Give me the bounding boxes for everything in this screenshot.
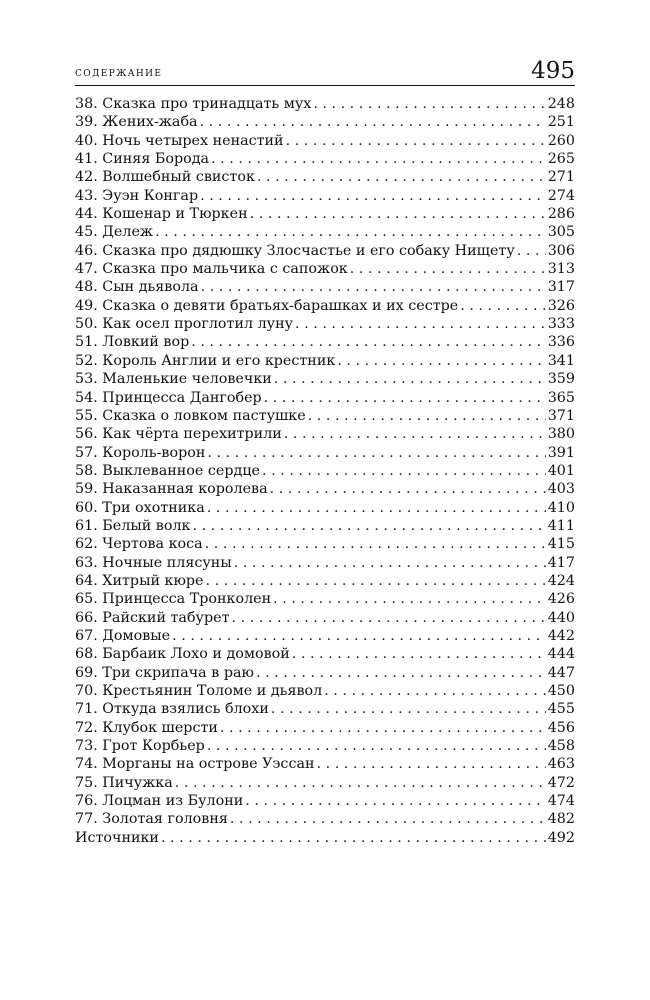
dot-leader — [211, 150, 546, 168]
toc-entry-title — [75, 113, 198, 131]
dot-leader — [175, 774, 546, 792]
dot-leader — [350, 260, 546, 278]
toc-entry — [75, 315, 575, 333]
toc-entry — [75, 499, 575, 517]
toc-entry-page: 403 — [547, 481, 575, 498]
toc-entry-page: 380 — [547, 426, 575, 443]
toc-entry — [75, 645, 575, 663]
toc-entry — [75, 755, 575, 773]
toc-entry-name: Крестьянин Толоме и дьявол — [102, 683, 323, 699]
dot-leader — [313, 95, 545, 113]
dot-leader — [200, 113, 546, 131]
toc-entry-name: Сказка про дядюшку Злосчастье и его собаку Нищету — [102, 242, 515, 259]
toc-entry-page: 265 — [547, 151, 575, 168]
toc-entry-title — [75, 554, 232, 572]
header-divider — [75, 85, 575, 86]
toc-entry-title — [75, 590, 271, 608]
toc-entry-number: 41. — [75, 151, 98, 168]
toc-entry-name: Источники — [75, 829, 159, 846]
dot-leader — [292, 645, 546, 663]
toc-entry-page: 472 — [547, 774, 575, 791]
toc-entry-page: 442 — [547, 627, 575, 644]
dot-leader — [274, 370, 546, 388]
toc-entry-name: Домовые — [102, 627, 171, 644]
toc-entry-number: 52. — [75, 352, 98, 369]
toc-entry-number: 46. — [75, 242, 98, 259]
toc-entry — [75, 792, 575, 810]
toc-entry-title — [75, 719, 218, 737]
toc-entry-page: 440 — [547, 609, 575, 626]
toc-entry-title — [75, 645, 290, 663]
toc-entry-title — [75, 535, 203, 553]
toc-entry-name: Маленькие человечки — [102, 371, 272, 388]
dot-leader — [337, 352, 545, 370]
toc-entry-name: Дележ — [102, 224, 154, 241]
dot-leader — [200, 187, 546, 205]
toc-entry-number: 53. — [75, 371, 98, 388]
toc-entry-title — [75, 737, 205, 755]
toc-entry-title — [75, 774, 173, 792]
toc-entry-page: 359 — [547, 371, 575, 388]
toc-entry-title — [75, 480, 268, 498]
toc-entry — [75, 517, 575, 535]
toc-entry-number: 66. — [75, 609, 98, 626]
dot-leader — [205, 535, 546, 553]
toc-entry-page: 447 — [547, 664, 575, 681]
toc-entry-number: 38. — [75, 96, 98, 112]
toc-entry-title — [75, 462, 260, 480]
toc-entry-number: 64. — [75, 572, 98, 589]
toc-entry-page: 450 — [547, 683, 575, 699]
toc-entry — [75, 774, 575, 792]
toc-entry-title — [75, 572, 204, 590]
toc-entry-title — [75, 682, 322, 700]
toc-entry — [75, 205, 575, 223]
toc-entry-number: 50. — [75, 316, 98, 333]
toc-entry-page: 417 — [547, 554, 575, 571]
toc-entry-name: Кошенар и Тюркен — [102, 206, 248, 223]
toc-entry-page: 463 — [547, 756, 575, 773]
toc-entry-number: 61. — [75, 517, 98, 534]
toc-entry — [75, 168, 575, 186]
toc-entry-number: 40. — [75, 132, 98, 149]
toc-entry-name: Барбаик Лохо и домовой — [102, 646, 290, 663]
toc-entry-title — [75, 407, 306, 425]
toc-entry — [75, 389, 575, 407]
toc-entry-title — [75, 700, 269, 718]
toc-entry-name: Выклеванное сердце — [102, 462, 260, 479]
dot-leader — [460, 297, 545, 315]
toc-entry-name: Ловкий вор — [102, 334, 190, 351]
toc-entry-name: Наказанная королева — [102, 481, 268, 498]
dot-leader — [308, 407, 546, 425]
dot-leader — [234, 554, 546, 572]
section-title: содержание — [75, 65, 163, 80]
toc-entry-page: 248 — [547, 96, 575, 112]
toc-entry — [75, 425, 575, 443]
toc-entry — [75, 150, 575, 168]
dot-leader — [207, 737, 546, 755]
toc-entry-page: 326 — [547, 297, 575, 314]
toc-entry-title — [75, 315, 293, 333]
toc-entry-number: 49. — [75, 297, 98, 314]
dot-leader — [517, 242, 546, 260]
toc-entry-page: 306 — [547, 242, 575, 259]
toc-entry-name: Чертова коса — [102, 536, 203, 553]
toc-entry — [75, 719, 575, 737]
dot-leader — [232, 609, 546, 627]
toc-entry-page: 336 — [547, 334, 575, 351]
toc-entry-number: 75. — [75, 774, 98, 791]
toc-entry-name: Грот Корбьер — [102, 738, 205, 755]
toc-entry-title — [75, 168, 255, 186]
toc-entry-title — [75, 389, 262, 407]
toc-entry-title — [75, 627, 170, 645]
toc-entry — [75, 664, 575, 682]
toc-entry-number: 58. — [75, 462, 98, 479]
toc-entry-name: Король Англии и его крестник — [102, 352, 336, 369]
toc-entry-number: 60. — [75, 499, 98, 516]
toc-entry-title — [75, 205, 248, 223]
toc-entry-name: Райский табурет — [102, 609, 230, 626]
toc-entry — [75, 480, 575, 498]
toc-entry-page: 313 — [547, 261, 575, 278]
toc-entry-title — [75, 150, 209, 168]
toc-entry-page: 286 — [547, 206, 575, 223]
toc-entry-number: 55. — [75, 407, 98, 424]
toc-entry-page: 401 — [547, 462, 575, 479]
toc-entry-page: 341 — [547, 352, 575, 369]
toc-entry-page: 391 — [547, 444, 575, 461]
dot-leader — [245, 792, 545, 810]
toc-entry-page: 458 — [547, 738, 575, 755]
toc-entry — [75, 554, 575, 572]
dot-leader — [206, 572, 546, 590]
toc-entry-name: Сказка про мальчика с сапожок — [102, 261, 348, 278]
toc-entry — [75, 297, 575, 315]
toc-entry-title — [75, 223, 153, 241]
toc-entry-number: 39. — [75, 114, 98, 131]
toc-entry — [75, 737, 575, 755]
toc-entry — [75, 187, 575, 205]
toc-entry-page: 274 — [547, 187, 575, 204]
toc-entry — [75, 590, 575, 608]
toc-entry-title — [75, 425, 282, 443]
toc-entry-number: 45. — [75, 224, 98, 241]
dot-leader — [155, 223, 546, 241]
toc-entry-name: Волшебный свисток — [102, 169, 255, 186]
toc-entry-page: 474 — [547, 793, 575, 810]
dot-leader — [201, 278, 546, 296]
toc-entry-name: Хитрый кюре — [102, 572, 204, 589]
toc-entry-name: Сказка про тринадцать мух — [102, 96, 312, 112]
toc-entry-name: Клубок шерсти — [102, 719, 218, 736]
toc-entry — [75, 242, 575, 260]
toc-entry-number: 65. — [75, 591, 98, 608]
toc-entry — [75, 810, 575, 828]
toc-entry-name: Сын дьявола — [102, 279, 199, 296]
toc-entry-page: 482 — [547, 811, 575, 828]
dot-leader — [207, 444, 545, 462]
toc-entry-title — [75, 370, 272, 388]
toc-entry-title — [75, 829, 159, 847]
toc-entry — [75, 462, 575, 480]
toc-entry-title — [75, 242, 515, 260]
dot-leader — [191, 333, 545, 351]
toc-entry-number: 69. — [75, 664, 98, 681]
toc-entry-name: Как осел проглотил луну — [102, 316, 294, 333]
dot-leader — [257, 168, 546, 186]
toc-entry-number: 44. — [75, 206, 98, 223]
toc-entry-number: 77. — [75, 811, 98, 828]
dot-leader — [230, 810, 546, 828]
toc-entry-name: Откуда взялись блохи — [102, 701, 269, 718]
toc-entry-title — [75, 444, 205, 462]
toc-entry-number: 71. — [75, 701, 98, 718]
toc-entry-number: 43. — [75, 187, 98, 204]
toc-entry-page: 426 — [547, 591, 575, 608]
dot-leader — [286, 132, 546, 150]
toc-entry-number: 73. — [75, 738, 98, 755]
toc-entry-page: 456 — [547, 719, 575, 736]
toc-entry-page: 444 — [547, 646, 575, 663]
dot-leader — [295, 315, 546, 333]
toc-entry-name: Эуэн Конгар — [102, 187, 199, 204]
toc-entry-title — [75, 278, 199, 296]
toc-entry-page: 317 — [547, 279, 575, 296]
toc-entry — [75, 370, 575, 388]
dot-leader — [161, 829, 546, 847]
toc-entry — [75, 352, 575, 370]
running-header — [75, 56, 575, 86]
toc-entry-title — [75, 609, 230, 627]
toc-entry-name: Золотая головня — [102, 811, 228, 828]
toc-entry-page: 424 — [547, 572, 575, 589]
toc-entry-number: 57. — [75, 444, 98, 461]
toc-entry — [75, 609, 575, 627]
toc-entry-page: 333 — [547, 316, 575, 333]
dot-leader — [207, 499, 546, 517]
toc-entry-number: 76. — [75, 793, 98, 810]
toc-entry-name: Король-ворон — [102, 444, 206, 461]
toc-entry-name: Как чёрта перехитрили — [102, 426, 282, 443]
toc-entry-title — [75, 260, 348, 278]
toc-entry-name: Принцесса Тронколен — [102, 591, 272, 608]
dot-leader — [262, 462, 546, 480]
toc-entry — [75, 407, 575, 425]
toc-entry-number: 47. — [75, 261, 98, 278]
toc-entry-name: Сказка о ловком пастушке — [102, 407, 306, 424]
page-number: 495 — [531, 58, 575, 84]
toc-entry-title — [75, 810, 228, 828]
toc-entry-title — [75, 297, 458, 315]
toc-entry — [75, 132, 575, 150]
toc-entry-number: 70. — [75, 683, 98, 699]
toc-entry-number: 63. — [75, 554, 98, 571]
dot-leader — [256, 664, 546, 682]
toc-entry-page: 411 — [547, 517, 575, 534]
toc-entry-number: 62. — [75, 536, 98, 553]
toc-entry-title — [75, 95, 311, 113]
toc-entry-title — [75, 499, 205, 517]
dot-leader — [264, 389, 546, 407]
toc-entry-page: 365 — [547, 389, 575, 406]
toc-entry — [75, 682, 575, 700]
toc-entry — [75, 223, 575, 241]
toc-entry-number: 48. — [75, 279, 98, 296]
toc-entry-name: Белый волк — [102, 517, 191, 534]
dot-leader — [220, 719, 546, 737]
dot-leader — [273, 590, 546, 608]
toc-entry-name: Лоцман из Булони — [102, 793, 244, 810]
toc-entry-title — [75, 187, 198, 205]
toc-entry-number: 59. — [75, 481, 98, 498]
toc-entry-page: 305 — [547, 224, 575, 241]
dot-leader — [172, 627, 546, 645]
toc-entry-title — [75, 664, 254, 682]
dot-leader — [250, 205, 546, 223]
toc-entry — [75, 444, 575, 462]
toc-entry-number: 42. — [75, 169, 98, 186]
dot-leader — [271, 700, 546, 718]
dot-leader — [324, 682, 546, 700]
toc-entry-page: 415 — [547, 536, 575, 553]
toc-entry — [75, 95, 575, 113]
toc-entry-page: 271 — [547, 169, 575, 186]
toc-entry-name: Ночные плясуны — [102, 554, 232, 571]
dot-leader — [284, 425, 546, 443]
toc-entry-title — [75, 792, 243, 810]
toc-entry-number: 67. — [75, 627, 98, 644]
toc-entry-title — [75, 352, 335, 370]
toc-entry-name: Сказка о девяти братьях-барашках и их сестре — [102, 297, 459, 314]
toc-entry-name: Три скрипача в раю — [102, 664, 254, 681]
toc-entry — [75, 572, 575, 590]
toc-entry-name: Пичужка — [102, 774, 173, 791]
toc-entry-name: Синяя Борода — [102, 151, 210, 168]
toc-entry-name: Жених-жаба — [102, 114, 198, 131]
toc-entry-number: 74. — [75, 756, 98, 773]
toc-entry — [75, 700, 575, 718]
toc-entry-number: 72. — [75, 719, 98, 736]
toc-entry-number: 56. — [75, 426, 98, 443]
toc-entry-title — [75, 333, 189, 351]
toc-entry-page: 251 — [547, 114, 575, 131]
toc-entry — [75, 829, 575, 847]
toc-entry-page: 410 — [547, 499, 575, 516]
toc-entry-page: 260 — [547, 132, 575, 149]
toc-entry — [75, 333, 575, 351]
dot-leader — [192, 517, 545, 535]
toc-entry-name: Ночь четырех ненастий — [102, 132, 284, 149]
dot-leader — [270, 480, 546, 498]
toc-entry-number: 68. — [75, 646, 98, 663]
toc-entry-title — [75, 755, 315, 773]
toc-entry-page: 455 — [547, 701, 575, 718]
dot-leader — [317, 755, 546, 773]
toc-entry-title — [75, 517, 190, 535]
toc-entry — [75, 278, 575, 296]
toc-entry-number: 54. — [75, 389, 98, 406]
toc-entry — [75, 627, 575, 645]
toc-entry — [75, 113, 575, 131]
toc-entry-page: 371 — [547, 407, 575, 424]
toc-entry-name: Три охотника — [102, 499, 205, 516]
toc-entry-page: 492 — [547, 829, 575, 846]
toc-entry-name: Принцесса Дангобер — [102, 389, 262, 406]
toc-entry-number: 51. — [75, 334, 98, 351]
toc-entry-name: Морганы на острове Уэссан — [102, 756, 315, 773]
toc-entry — [75, 260, 575, 278]
toc-entry-title — [75, 132, 284, 150]
table-of-contents — [75, 95, 575, 847]
toc-entry — [75, 535, 575, 553]
